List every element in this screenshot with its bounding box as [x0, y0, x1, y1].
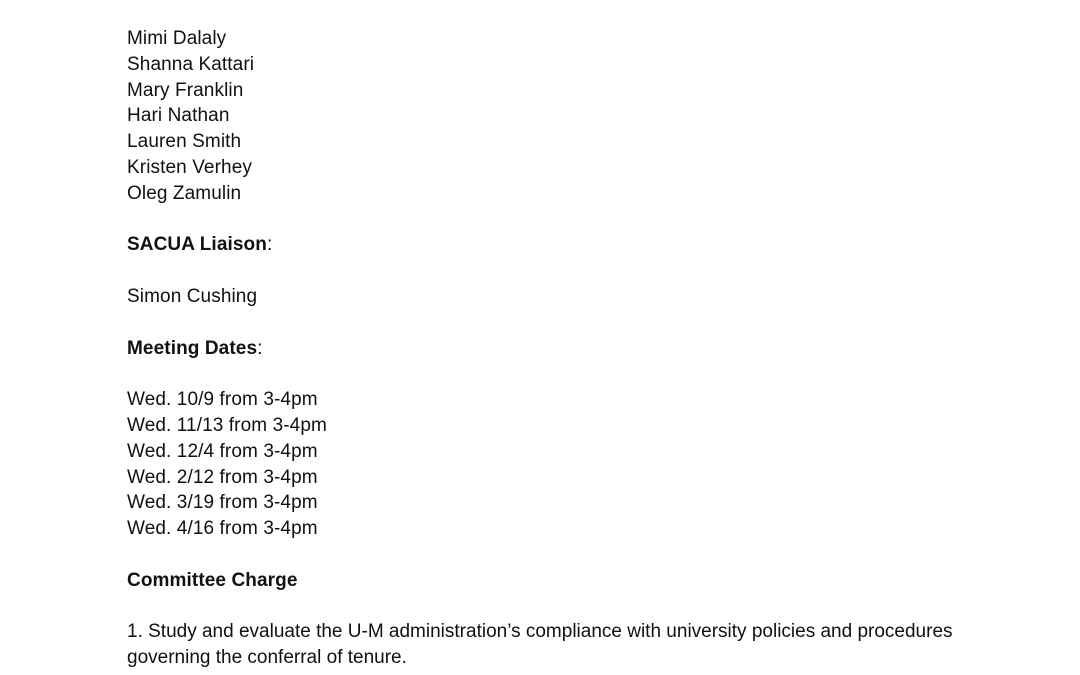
- meeting-date-list: [127, 387, 1027, 542]
- spacer: [127, 542, 1027, 568]
- meeting-date: Wed. 3/19 from 3-4pm: [127, 492, 318, 514]
- member-name: Hari Nathan: [127, 105, 230, 127]
- meeting-heading-line: [127, 336, 1027, 362]
- member-name: Oleg Zamulin: [127, 182, 242, 204]
- meeting-date: Wed. 12/4 from 3-4pm: [127, 440, 318, 462]
- member-name: Shanna Kattari: [127, 53, 255, 75]
- member-name: Mary Franklin: [127, 79, 244, 101]
- meeting-dates-heading: Meeting Dates: [127, 337, 258, 359]
- member-name: Mimi Dalaly: [127, 28, 227, 49]
- meeting-date: Wed. 10/9 from 3-4pm: [127, 389, 318, 411]
- liaison-heading-line: [127, 232, 1027, 258]
- committee-charge-heading: Committee Charge: [127, 569, 298, 591]
- meeting-date: Wed. 2/12 from 3-4pm: [127, 466, 318, 488]
- member-name: Kristen Verhey: [127, 156, 252, 178]
- member-list: [127, 26, 1027, 207]
- spacer: [127, 594, 1027, 620]
- liaison-name: Simon Cushing: [127, 285, 258, 307]
- liaison-heading: SACUA Liaison: [127, 234, 267, 256]
- meeting-date: Wed. 4/16 from 3-4pm: [127, 518, 318, 540]
- spacer: [127, 207, 1027, 233]
- member-name: Lauren Smith: [127, 131, 242, 153]
- liaison-heading-colon: :: [266, 234, 273, 256]
- charge-item: 1. Study and evaluate the U-M administration’s compliance with university policies and procedures governing the conferral of tenure.: [127, 621, 953, 669]
- meeting-heading-colon: :: [257, 337, 263, 359]
- spacer: [127, 361, 1027, 387]
- spacer: [127, 310, 1027, 336]
- spacer: [127, 258, 1027, 284]
- document-page: [127, 26, 1027, 671]
- meeting-date: Wed. 11/13 from 3-4pm: [127, 414, 327, 436]
